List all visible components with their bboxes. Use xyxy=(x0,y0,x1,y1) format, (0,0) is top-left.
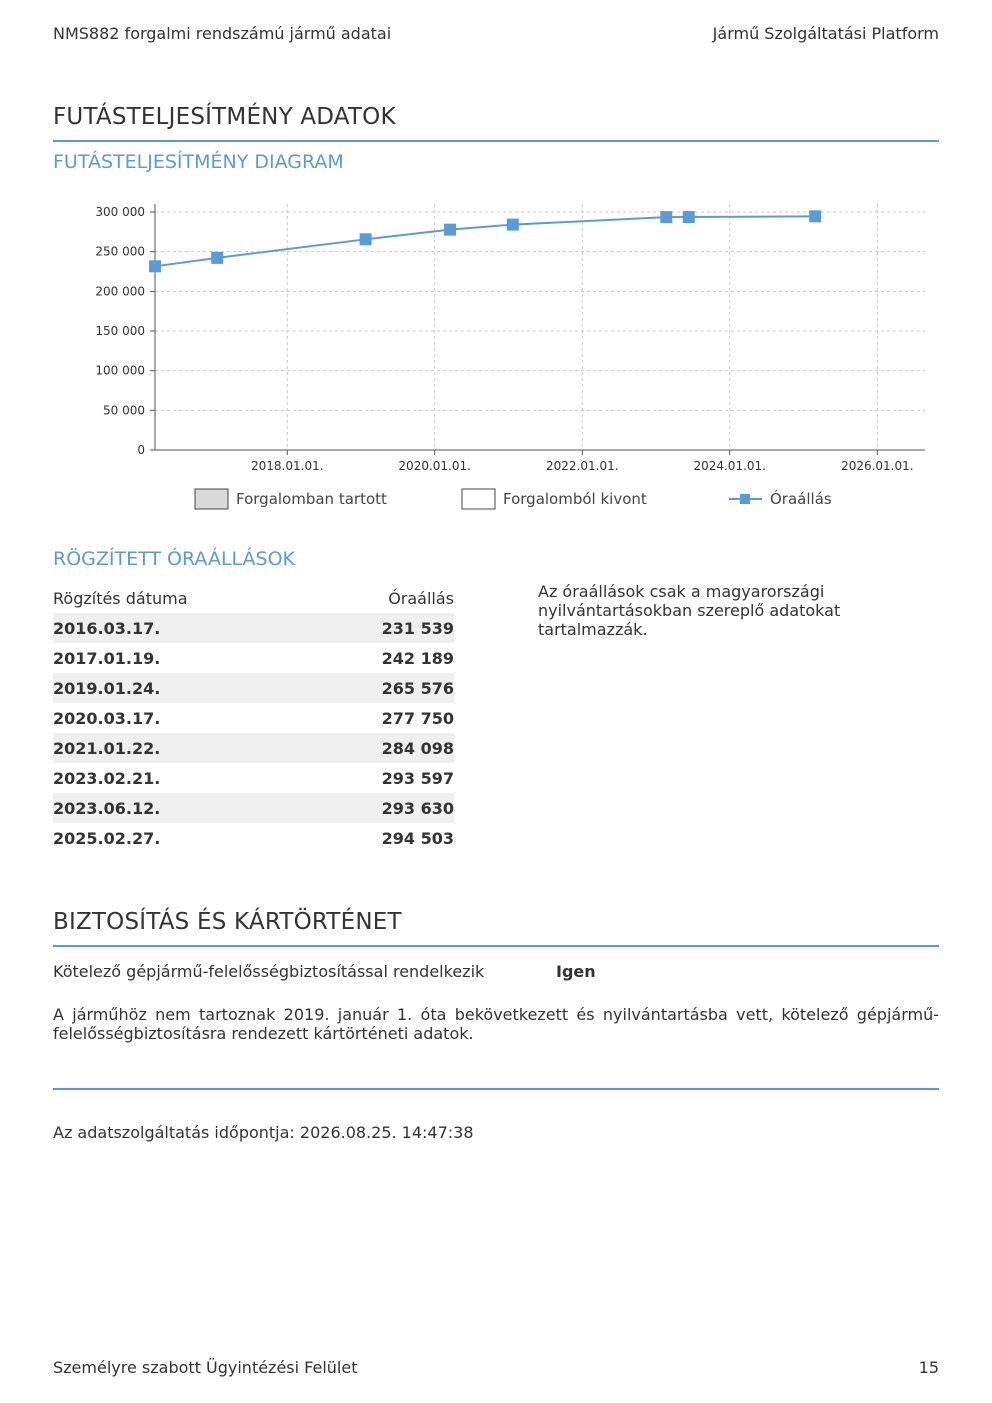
legend-label: Forgalomból kivont xyxy=(503,490,647,508)
page-number: 15 xyxy=(918,1358,939,1377)
x-tick-label: 2020.01.01. xyxy=(398,459,471,473)
mileage-chart xyxy=(53,195,939,525)
data-point xyxy=(149,260,161,272)
data-point xyxy=(660,211,672,223)
data-point xyxy=(809,210,821,222)
x-tick-labels xyxy=(251,459,914,473)
section-title-insurance: BIZTOSÍTÁS ÉS KÁRTÖRTÉNET xyxy=(53,909,939,947)
y-tick-label: 0 xyxy=(137,443,145,457)
table-row xyxy=(53,823,454,853)
table-row xyxy=(53,793,454,823)
row-value: 293 597 xyxy=(381,768,454,788)
chart-legend xyxy=(195,489,832,509)
legend-swatch-marker xyxy=(740,494,750,504)
y-tick-label: 50 000 xyxy=(103,403,145,418)
x-tick-label: 2026.01.01. xyxy=(841,459,914,473)
row-date: 2016.03.17. xyxy=(53,613,314,643)
odometer-table xyxy=(53,583,454,853)
y-tick-label: 100 000 xyxy=(95,363,145,378)
row-date: 2017.01.19. xyxy=(53,648,161,668)
y-tick-label: 200 000 xyxy=(95,284,145,299)
column-header-date: Rögzítés dátuma xyxy=(53,588,188,608)
y-tick-label: 250 000 xyxy=(95,244,145,259)
diagram-title: FUTÁSTELJESÍTMÉNY DIAGRAM xyxy=(53,151,344,173)
row-date: 2023.02.21. xyxy=(53,768,161,788)
data-point xyxy=(507,219,519,231)
legend-swatch-in-service xyxy=(195,489,228,509)
data-point xyxy=(683,211,695,223)
header-platform-name: Jármű Szolgáltatási Platform xyxy=(712,24,939,43)
row-value: 242 189 xyxy=(381,648,454,668)
y-tick-labels xyxy=(95,205,145,457)
row-date: 2023.06.12. xyxy=(53,793,314,823)
insurance-label: Kötelező gépjármű-felelősségbiztosítással rendelkezik xyxy=(53,962,485,981)
x-tick-label: 2018.01.01. xyxy=(251,459,324,473)
chart-axes xyxy=(150,204,925,455)
x-tick-label: 2024.01.01. xyxy=(693,459,766,473)
claims-history-text: A járműhöz nem tartoznak 2019. január 1. óta bekövetkezett és nyilvántartásba vett, kötelező gépjármű-felelősségbiztosításra rendezett kártörténeti adatok. xyxy=(53,1005,939,1043)
header-vehicle-title: NMS882 forgalmi rendszámú jármű adatai xyxy=(53,24,392,43)
chart-grid xyxy=(155,204,925,450)
legend-label: Óraállás xyxy=(770,490,832,508)
table-row xyxy=(53,763,454,793)
table-row xyxy=(53,673,454,703)
row-date: 2025.02.27. xyxy=(53,828,161,848)
data-point xyxy=(211,252,223,264)
series-oraallas xyxy=(149,210,821,272)
section-title-mileage: FUTÁSTELJESÍTMÉNY ADATOK xyxy=(53,104,939,142)
row-value: 294 503 xyxy=(381,828,454,848)
x-tick-label: 2022.01.01. xyxy=(546,459,619,473)
row-value: 265 576 xyxy=(314,673,454,703)
insurance-value: Igen xyxy=(556,962,596,981)
table-row xyxy=(53,703,454,733)
footer-service-name: Személyre szabott Ügyintézési Felület xyxy=(53,1358,358,1377)
row-value: 284 098 xyxy=(314,733,454,763)
series-line xyxy=(155,216,815,266)
row-value: 277 750 xyxy=(381,708,454,728)
divider xyxy=(53,1088,939,1090)
recorded-title: RÖGZÍTETT ÓRAÁLLÁSOK xyxy=(53,548,296,570)
row-date: 2019.01.24. xyxy=(53,673,314,703)
row-date: 2020.03.17. xyxy=(53,708,161,728)
column-header-value: Óraállás xyxy=(388,588,454,608)
service-timestamp: Az adatszolgáltatás időpontja: 2026.08.25. 14:47:38 xyxy=(53,1123,474,1142)
row-value: 231 539 xyxy=(314,613,454,643)
odometer-note: Az óraállások csak a magyarországi nyilvántartásokban szereplő adatokat tartalmazzák. xyxy=(538,582,841,639)
table-header-row xyxy=(53,583,454,613)
row-value: 293 630 xyxy=(314,793,454,823)
table-row xyxy=(53,643,454,673)
y-tick-label: 300 000 xyxy=(95,205,145,219)
table-row xyxy=(53,613,454,643)
data-point xyxy=(360,233,372,245)
table-row xyxy=(53,733,454,763)
legend-swatch-withdrawn xyxy=(462,489,495,509)
data-point xyxy=(444,224,456,236)
legend-label: Forgalomban tartott xyxy=(236,490,387,508)
row-date: 2021.01.22. xyxy=(53,733,314,763)
y-tick-label: 150 000 xyxy=(95,324,145,338)
